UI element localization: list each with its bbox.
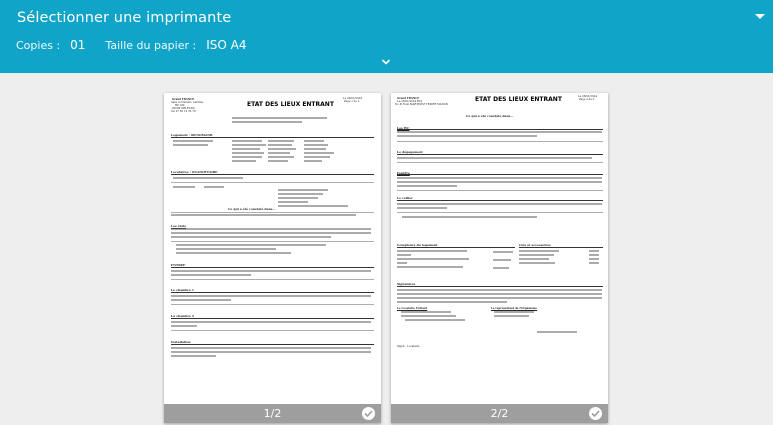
page-1-footer [164, 404, 381, 423]
page2-header-left-1: Grand FRANCE [397, 97, 420, 100]
page2-section-1: Ce qui a été constaté dans... [466, 114, 514, 118]
paper-size-group [105, 38, 246, 52]
page1-header-left-1: Grand FRANCE [172, 98, 195, 101]
page1-section-5: ENTRÉE [171, 263, 186, 267]
page2-header-left-2: Le 25/01/2024 ÉTA [397, 100, 423, 103]
page2-doc-title: ETAT DES LIEUX ENTRANT [475, 96, 562, 103]
printer-dropdown-icon[interactable] [755, 14, 765, 19]
page1-header-right-1: Le 28/01/2024 [343, 97, 363, 100]
page2-section-6: Compteurs du logement [397, 243, 438, 247]
page1-header-left-3: BP 100 [175, 104, 185, 107]
expand-chevron-icon[interactable] [381, 58, 391, 66]
page1-section-6: Le chambre 1 [171, 288, 194, 292]
page2-section-2: Les WC [397, 126, 410, 130]
paper-size-value[interactable]: ISO A4 [206, 38, 247, 52]
copies-label: Copies : [16, 39, 61, 52]
dialog-title: Sélectionner une imprimante [17, 10, 232, 26]
page2-sign-note: Signé : Locataire [397, 345, 420, 348]
page-2-number: 2/2 [490, 407, 509, 420]
page1-section-8: Installation [171, 340, 191, 344]
page2-section-7: Clés et accessoires [519, 243, 551, 247]
page2-sign-left: Le Locataire Entrant [397, 307, 428, 310]
page2-section-4: Fenêtre [397, 171, 410, 175]
page1-doc-title: ETAT DES LIEUX ENTRANT [247, 101, 334, 108]
page2-header-right-1: Le 28/01/2024 [578, 95, 598, 98]
page2-section-5: Le cellier [397, 196, 413, 200]
page-1-selected-check-icon[interactable] [362, 407, 375, 420]
page1-header-right-2: Page 1 de 2 [344, 100, 360, 103]
copies-value[interactable]: 01 [70, 38, 86, 52]
page2-sign-right: Le représentant de l'Organisme [491, 307, 538, 310]
page1-section-4: Les états [171, 224, 187, 228]
page-preview-2[interactable] [391, 93, 608, 423]
page-preview-1[interactable] [164, 93, 381, 423]
page-2-selected-check-icon[interactable] [589, 407, 602, 420]
page-2-footer [391, 404, 608, 423]
page1-section-1: Logement : 00/NOMANB [171, 133, 213, 137]
paper-size-label: Taille du papier : [105, 39, 197, 52]
page2-section-3: Le dégagement [397, 150, 423, 154]
page-1-number: 1/2 [263, 407, 282, 420]
page2-header-right-2: Page 2 de 2 [579, 98, 595, 101]
print-dialog-header [0, 0, 773, 73]
page2-header-left-3: No & Nom MARTINEZ TEXIER MANON [395, 103, 449, 106]
page-2-document [391, 93, 608, 404]
page1-header-left-2: Sans le Numéro Lardine [171, 101, 204, 104]
page1-header-left-5: Tel 07 65 12 35 78 [171, 110, 196, 113]
page1-section-2: Locataires : 03/ANOTTAIRE [171, 170, 218, 174]
page2-section-8: Signatures [397, 282, 416, 286]
print-options [16, 38, 246, 52]
page-1-document [164, 93, 381, 404]
page1-header-left-4: 45000 ORLÉANS [172, 107, 195, 110]
page1-section-7: La chambre 2 [171, 314, 194, 318]
page1-section-3: Ce qui a été constaté dans... [228, 207, 276, 211]
